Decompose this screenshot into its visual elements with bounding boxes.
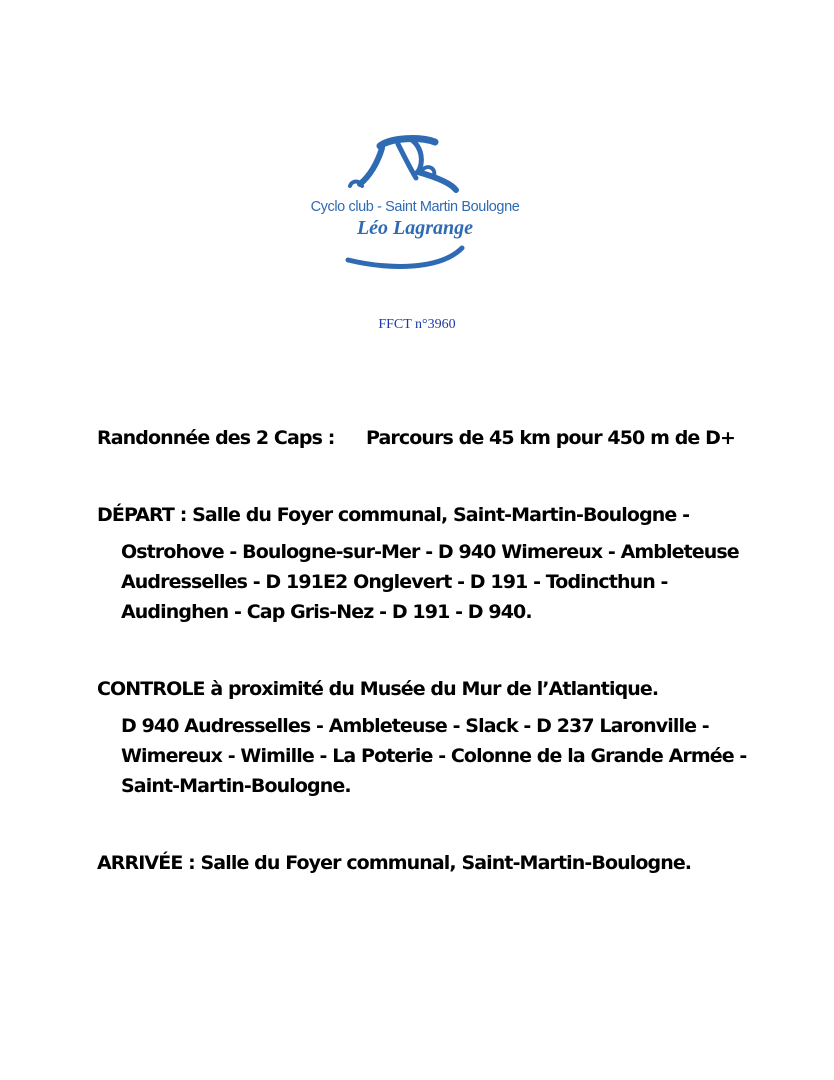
- controle-heading: CONTROLE à proximité du Musée du Mur de l’Atlantique.: [97, 678, 659, 700]
- depart-route-line: Audresselles - D 191E2 Onglevert - D 191 - Todincthun -: [121, 571, 668, 593]
- controle-route-line: D 940 Audresselles - Ambleteuse - Slack - D 237 Laronville -: [121, 715, 709, 737]
- controle-route-line: Wimereux - Wimille - La Poterie - Colonne de la Grande Armée -: [121, 745, 747, 767]
- ride-route-summary: Parcours de 45 km pour 450 m de D+: [366, 427, 735, 449]
- logo-signature: Léo Lagrange: [356, 217, 474, 239]
- controle-route-line: Saint-Martin-Boulogne.: [121, 775, 351, 797]
- club-logo: [300, 128, 530, 278]
- arrivee-heading: ARRIVÉE : Salle du Foyer communal, Saint-Martin-Boulogne.: [97, 852, 692, 874]
- depart-heading: DÉPART : Salle du Foyer communal, Saint-Martin-Boulogne -: [97, 504, 690, 526]
- logo-club-name: Cyclo club - Saint Martin Boulogne: [310, 199, 520, 215]
- depart-route-line: Ostrohove - Boulogne-sur-Mer - D 940 Wimereux - Ambleteuse: [121, 541, 739, 563]
- depart-route-line: Audinghen - Cap Gris-Nez - D 191 - D 940.: [121, 601, 532, 623]
- ffct-number: FFCT n°3960: [378, 317, 456, 332]
- ride-title: Randonnée des 2 Caps :: [97, 427, 335, 449]
